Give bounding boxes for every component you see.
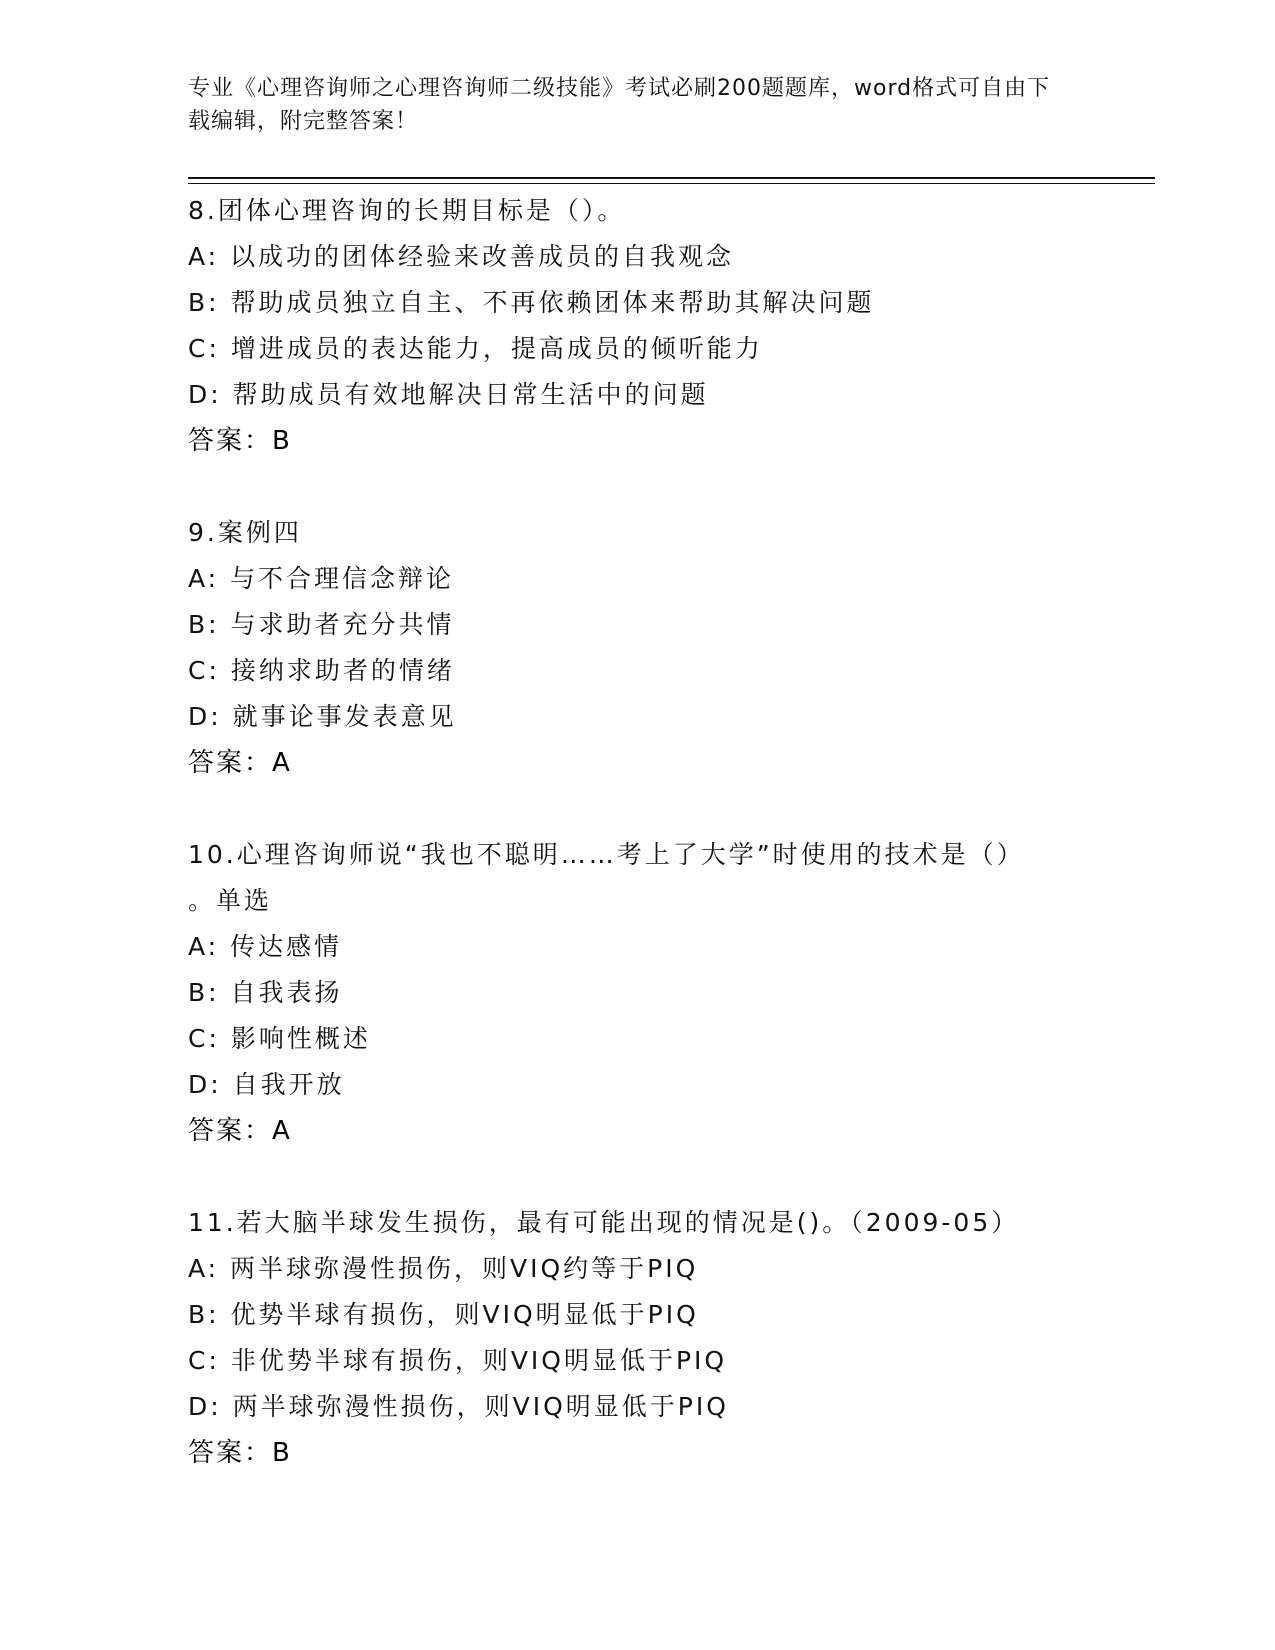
option-b: B: 与求助者充分共情 [188, 610, 455, 639]
question-8 [188, 188, 1068, 464]
option-d: D: 两半球弥漫性损伤，则VIQ明显低于PIQ [188, 1392, 729, 1421]
option-d: D: 自我开放 [188, 1070, 345, 1099]
option-c: C: 非优势半球有损伤，则VIQ明显低于PIQ [188, 1346, 728, 1375]
option-c: C: 影响性概述 [188, 1024, 371, 1053]
option-a: A: 传达感情 [188, 932, 343, 961]
question-stem: 8.团体心理咨询的长期目标是（）。 [188, 196, 626, 225]
question-list [188, 188, 1068, 1522]
document-header: 专业《心理咨询师之心理咨询师二级技能》考试必刷200题题库，word格式可自由下载编辑，附完整答案！ [188, 76, 1051, 134]
question-stem: 10.心理咨询师说“我也不聪明……考上了大学”时使用的技术是（） [188, 840, 1025, 869]
option-d: D: 就事论事发表意见 [188, 702, 457, 731]
question-stem-continued: 。单选 [188, 886, 273, 915]
option-d: D: 帮助成员有效地解决日常生活中的问题 [188, 380, 709, 409]
question-stem: 9.案例四 [188, 518, 302, 547]
question-11 [188, 1200, 1068, 1476]
answer: 答案：A [188, 1116, 292, 1146]
option-b: B: 优势半球有损伤，则VIQ明显低于PIQ [188, 1300, 699, 1329]
answer: 答案：A [188, 748, 292, 778]
answer: 答案：B [188, 1438, 292, 1468]
question-10 [188, 832, 1068, 1154]
answer: 答案：B [188, 426, 292, 456]
option-a: A: 以成功的团体经验来改善成员的自我观念 [188, 242, 735, 271]
option-c: C: 增进成员的表达能力，提高成员的倾听能力 [188, 334, 763, 363]
option-c: C: 接纳求助者的情绪 [188, 656, 455, 685]
option-b: B: 帮助成员独立自主、不再依赖团体来帮助其解决问题 [188, 288, 875, 317]
question-9 [188, 510, 1068, 786]
option-a: A: 两半球弥漫性损伤，则VIQ约等于PIQ [188, 1254, 699, 1283]
header-divider-thin [188, 183, 1155, 184]
header-divider-thick [188, 177, 1155, 179]
option-b: B: 自我表扬 [188, 978, 343, 1007]
question-stem: 11.若大脑半球发生损伤，最有可能出现的情况是()。（2009-05） [188, 1208, 1020, 1237]
option-a: A: 与不合理信念辩论 [188, 564, 455, 593]
